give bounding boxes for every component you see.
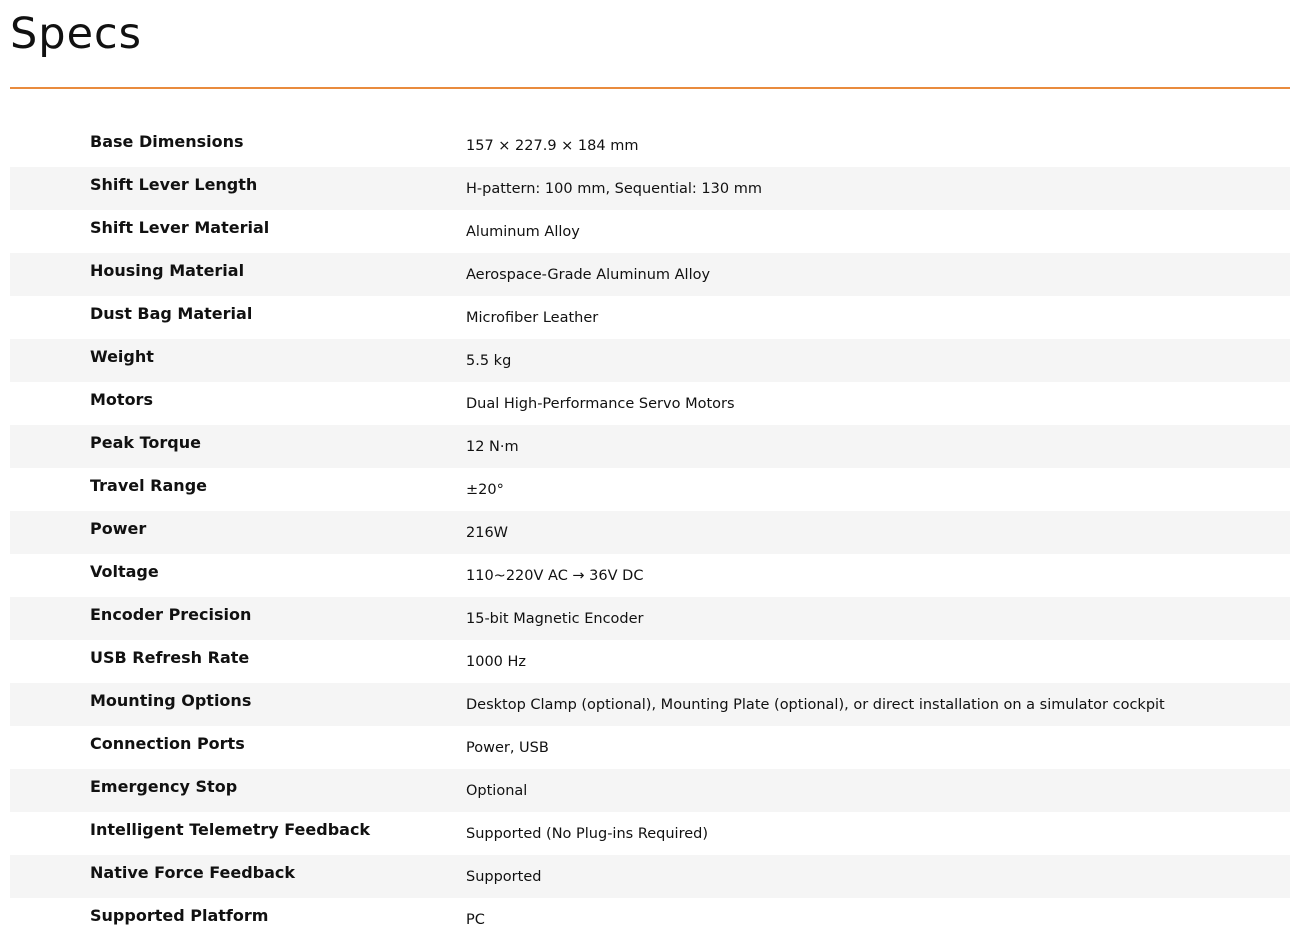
spec-value: 1000 Hz [466,654,527,670]
spec-value: ±20° [466,482,504,498]
spec-row [10,511,1290,554]
spec-row [10,812,1290,855]
spec-label: Intelligent Telemetry Feedback [90,820,371,839]
spec-label: Shift Lever Material [90,218,270,237]
spec-label: Native Force Feedback [90,863,296,882]
spec-value: 12 N·m [466,439,519,455]
spec-label: Emergency Stop [90,777,238,796]
spec-label: Housing Material [90,261,245,280]
spec-value: Aerospace-Grade Aluminum Alloy [466,267,711,283]
spec-value: Desktop Clamp (optional), Mounting Plate (optional), or direct installation on a simulator cockpit [466,697,1165,713]
spec-row [10,124,1290,167]
spec-label: Mounting Options [90,691,252,710]
spec-row [10,898,1290,941]
spec-value: Supported (No Plug-ins Required) [466,826,709,842]
spec-value: Microfiber Leather [466,310,599,326]
spec-row [10,382,1290,425]
spec-label: Base Dimensions [90,132,244,151]
spec-value: Aluminum Alloy [466,224,580,240]
spec-row [10,855,1290,898]
spec-value: 5.5 kg [466,353,512,369]
spec-row [10,425,1290,468]
spec-label: Voltage [90,562,159,581]
title-divider [10,87,1290,89]
spec-label: Motors [90,390,153,409]
spec-value: PC [466,912,485,928]
spec-row [10,683,1290,726]
spec-row [10,253,1290,296]
specs-table [10,124,1290,941]
spec-label: USB Refresh Rate [90,648,250,667]
spec-label: Power [90,519,147,538]
spec-value: H-pattern: 100 mm, Sequential: 130 mm [466,181,762,197]
spec-value: 157 × 227.9 × 184 mm [466,138,639,154]
spec-row [10,769,1290,812]
spec-row [10,726,1290,769]
spec-label: Peak Torque [90,433,201,452]
spec-value: Power, USB [466,740,549,756]
spec-row [10,339,1290,382]
spec-value: 110~220V AC → 36V DC [466,568,644,584]
spec-value: 216W [466,525,509,541]
spec-row [10,210,1290,253]
spec-value: Supported [466,869,542,885]
spec-row [10,640,1290,683]
spec-row [10,597,1290,640]
spec-label: Supported Platform [90,906,269,925]
spec-row [10,296,1290,339]
spec-row [10,167,1290,210]
spec-row [10,554,1290,597]
spec-label: Dust Bag Material [90,304,253,323]
spec-label: Weight [90,347,154,366]
spec-value: Optional [466,783,528,799]
spec-label: Travel Range [90,476,207,495]
page-title: Specs [10,9,143,59]
spec-row [10,468,1290,511]
spec-label: Encoder Precision [90,605,252,624]
spec-value: Dual High-Performance Servo Motors [466,396,735,412]
spec-label: Shift Lever Length [90,175,258,194]
spec-value: 15-bit Magnetic Encoder [466,611,644,627]
spec-label: Connection Ports [90,734,245,753]
